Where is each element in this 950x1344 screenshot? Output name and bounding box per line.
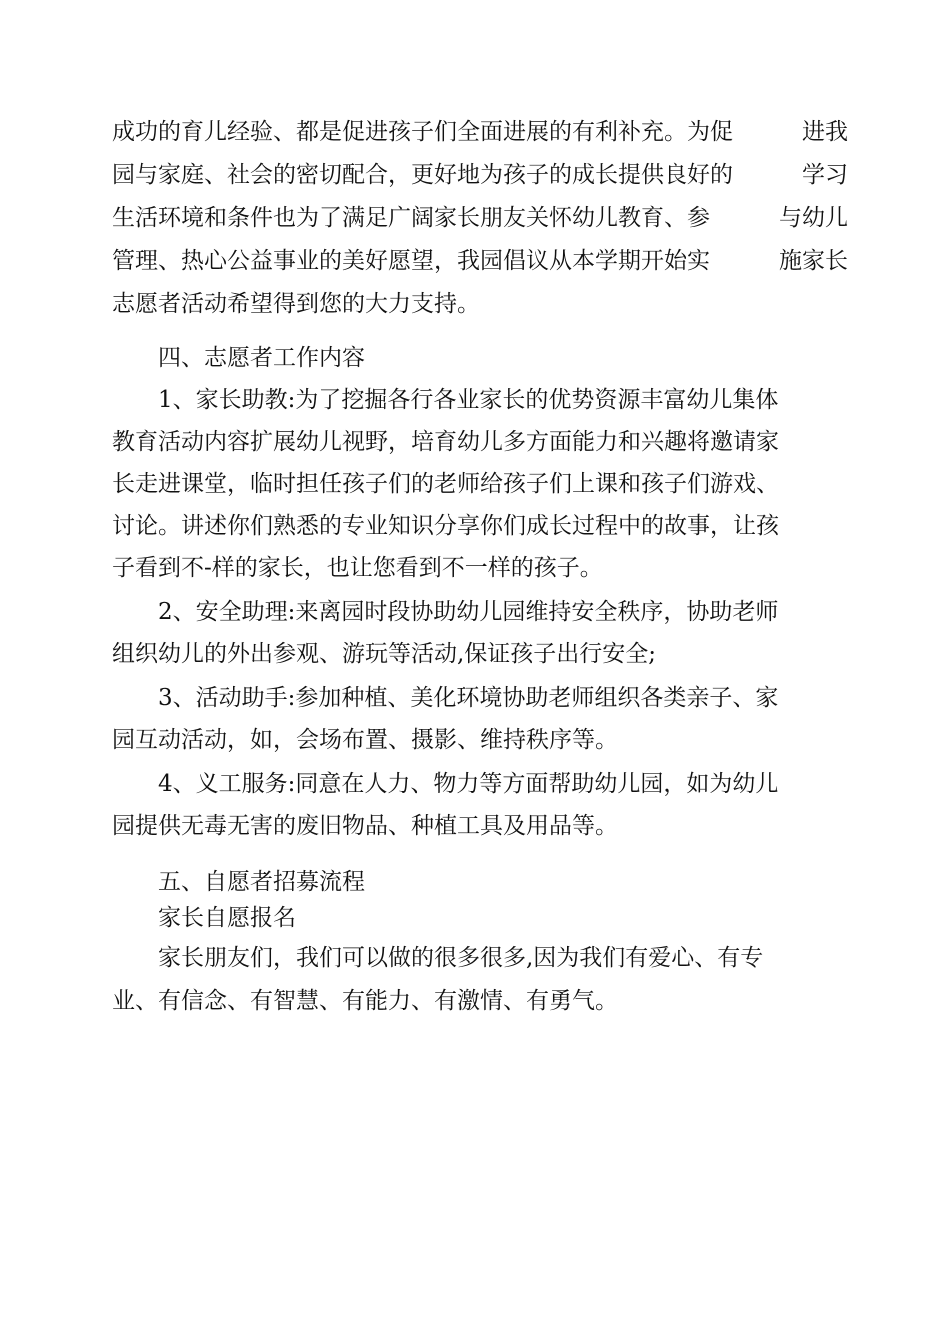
- item-2-line-2: [0, 634, 950, 674]
- item-3-line-2-text: 园互动活动，如，会场布置、摄影、维持秩序等。: [112, 727, 618, 753]
- intro-line-3: [0, 198, 950, 238]
- item-1-line-2: [0, 422, 950, 462]
- item-3-line-1-text: 3、活动助手:参加种植、美化环境协助老师组织各类亲子、家: [158, 685, 779, 711]
- intro-line-5-text: 志愿者活动希望得到您的大力支持。: [112, 291, 480, 317]
- section-5-heading: [0, 862, 950, 902]
- item-1-line-2-text: 教育活动内容扩展幼儿视野，培育幼儿多方面能力和兴趣将邀请家: [112, 429, 779, 455]
- intro-line-5: [0, 284, 950, 324]
- closing-line-2: [0, 981, 950, 1021]
- item-1-line-4: [0, 506, 950, 546]
- intro-line-3-tail: 与幼儿: [779, 205, 848, 231]
- item-1-line-5-text: 子看到不-样的家长，也让您看到不一样的孩子。: [112, 555, 603, 581]
- section-5-step-text: 家长自愿报名: [158, 905, 296, 931]
- section-5-step: [0, 898, 950, 938]
- item-1-line-3: [0, 464, 950, 504]
- item-4-line-2: [0, 806, 950, 846]
- item-2-line-2-text: 组织幼儿的外出参观、游玩等活动,保证孩子出行安全;: [112, 641, 657, 667]
- item-2-line-1: [0, 592, 950, 632]
- closing-line-1-text: 家长朋友们，我们可以做的很多很多,因为我们有爱心、有专: [158, 945, 764, 971]
- intro-line-2-text: 园与家庭、社会的密切配合，更好地为孩子的成长提供良好的: [112, 162, 733, 188]
- item-3-line-2: [0, 720, 950, 760]
- intro-line-2: [0, 155, 950, 195]
- item-1-line-3-text: 长走进课堂，临时担任孩子们的老师给孩子们上课和孩子们游戏、: [112, 471, 779, 497]
- closing-line-1: [0, 938, 950, 978]
- item-1-line-5: [0, 548, 950, 588]
- intro-line-1: [0, 112, 950, 152]
- intro-line-4-tail: 施家长: [779, 248, 848, 274]
- item-4-line-1: [0, 764, 950, 804]
- section-4-heading-text: 四、志愿者工作内容: [158, 345, 365, 371]
- item-1-line-1-text: 1、家长助教:为了挖掘各行各业家长的优势资源丰富幼儿集体: [158, 387, 779, 413]
- intro-line-1-text: 成功的育儿经验、都是促进孩子们全面进展的有利补充。为促: [112, 119, 733, 145]
- intro-line-3-text: 生活环境和条件也为了满足广阔家长朋友关怀幼儿教育、参: [112, 205, 710, 231]
- item-4-line-1-text: 4、义工服务:同意在人力、物力等方面帮助幼儿园，如为幼儿: [158, 771, 779, 797]
- intro-line-4-text: 管理、热心公益事业的美好愿望，我园倡议从本学期开始实: [112, 248, 710, 274]
- item-1-line-1: [0, 380, 950, 420]
- section-4-heading: [0, 338, 950, 378]
- intro-line-2-tail: 学习: [802, 162, 848, 188]
- item-4-line-2-text: 园提供无毒无害的废旧物品、种植工具及用品等。: [112, 813, 618, 839]
- item-3-line-1: [0, 678, 950, 718]
- intro-line-4: [0, 241, 950, 281]
- section-5-heading-text: 五、自愿者招募流程: [158, 869, 365, 895]
- item-2-line-1-text: 2、安全助理:来离园时段协助幼儿园维持安全秩序，协助老师: [158, 599, 779, 625]
- intro-line-1-tail: 进我: [802, 119, 848, 145]
- item-1-line-4-text: 讨论。讲述你们熟悉的专业知识分享你们成长过程中的故事，让孩: [112, 513, 779, 539]
- closing-line-2-text: 业、有信念、有智慧、有能力、有激情、有勇气。: [112, 988, 618, 1014]
